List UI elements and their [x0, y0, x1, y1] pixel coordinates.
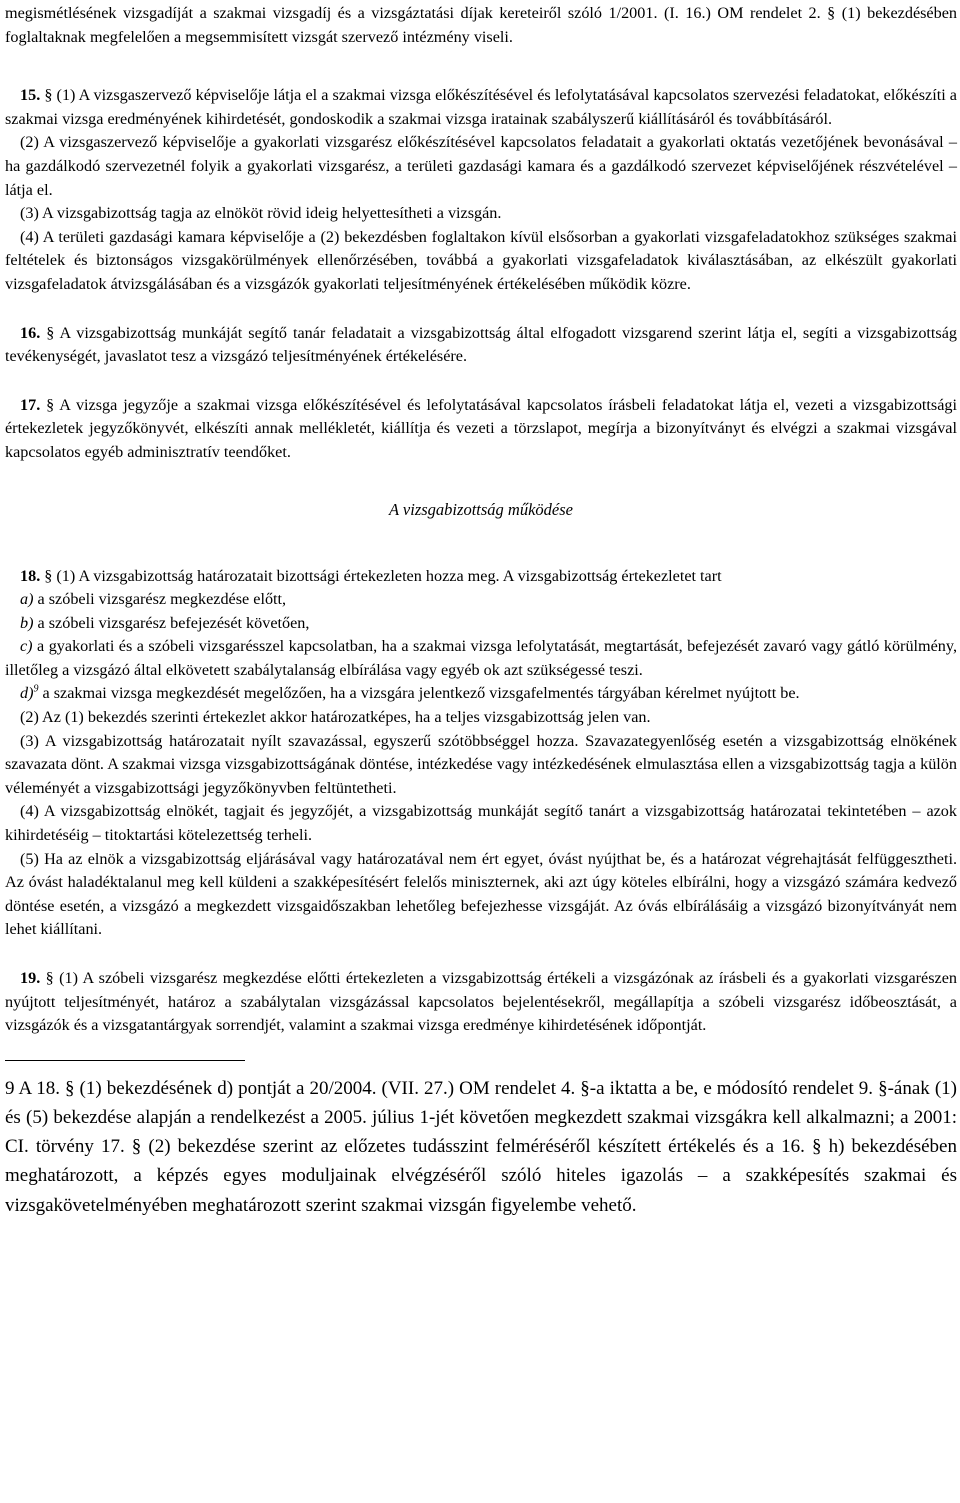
section-18-item-c: [5, 635, 957, 682]
footnote-text: 9 A 18. § (1) bekezdésének d) pontját a 20/2004. (VII. 27.) OM rendelet 4. §-a iktatta a be, e módosító rendelet 9. §-ának (1) és (5) bekezdése alapján a rendelkezést a 2005. július 1-jét követően megkezdett szakmai vizsgákra kell alkalmazni; a 2001: CI. törvény 17. § (2) bekezdése szerint az előzetes tudásszint felméréséről készített értékelés és a 16. § h) bekezdésében meghatározott, a képzés egyes moduljainak elvégzéséről szóló hiteles igazolás – a szakképesítés szakmai és vizsgakövetelményében meghatározott szerint szakmai vizsgán figyelembe vehető.: [5, 1077, 957, 1216]
item-c-label: c): [20, 637, 33, 656]
item-a-text: a szóbeli vizsgarész megkezdése előtt,: [33, 590, 287, 609]
section-19-paragraph: [5, 967, 957, 1038]
section-18-paragraph-3: (3) A vizsgabizottság határozatait nyílt szavazással, egyszerű szótöbbséggel hozza. Szavazategyenlőség esetén a vizsgabizottság elnökének szavazata dönt. A szakmai vizsga vizsgabizottságának döntése, intézkedése vagy intézkedésének elmulasztása ellen a vizsgabizottság tagja a külön véleményét a vizsgabizottsági jegyzőkönyvben feltüntetheti.: [5, 731, 957, 797]
section-17-number: 17.: [20, 395, 41, 414]
item-b-text: a szóbeli vizsgarész befejezését követően,: [33, 613, 310, 632]
section-15-paragraph-2: (2) A vizsgaszervező képviselője a gyakorlati vizsgarész előkészítésével kapcsolatos feladatait a gyakorlati oktatás vezetőjének bevonásával – ha gazdálkodó szervezetnél folyik a gyakorlati vizsgarész, a területi gazdasági kamara és a gazdálkodó szervezet képviselőjének részvételével – látja el.: [5, 133, 957, 199]
footnote-reference[interactable]: 9: [33, 684, 39, 696]
section-16-number: 16.: [20, 323, 41, 342]
section-18-item-b: [5, 612, 957, 636]
section-18-text-1: § (1) A vizsgabizottság határozatait bizottsági értekezleten hozza meg. A vizsgabizottság értekezletet tart: [40, 566, 722, 585]
section-15-paragraph-3: (3) A vizsgabizottság tagja az elnököt rövid ideig helyettesítheti a vizsgán.: [20, 204, 502, 223]
section-15-paragraph-4: (4) A területi gazdasági kamara képviselője a (2) bekezdésben foglaltakon kívül elsősorban a gyakorlati vizsgafeladatokhoz szükséges szakmai feltételek és biztonságos vizsgakörülmények ellenőrzésében, továbbá a gyakorlati vizsgafeladatok kiválasztásában, az elkészült gyakorlati vizsgafeladatok átvizsgálásában és a vizsgázók gyakorlati teljesítményének értékelésében működik közre.: [5, 227, 957, 293]
section-19-text: § (1) A szóbeli vizsgarész megkezdése előtti értekezleten a vizsgabizottság értékeli a vizsgázónak az írásbeli és a gyakorlati vizsgarészen nyújtott teljesítményét, határoz a szabálytalan vizsgázással kapcsolatos bejelentésekről, megállapítja a szóbeli vizsgarész időbeosztását, a vizsgázók és a vizsgatantárgyak sorrendjét, valamint a szakmai vizsga eredménye kihirdetésének időpontját.: [5, 969, 957, 1035]
section-18-paragraph-1: [5, 565, 957, 589]
item-a-label: a): [20, 590, 34, 609]
section-17-text: § A vizsga jegyzője a szakmai vizsga előkészítésével és lefolytatásával kapcsolatos írásbeli feladatokat látja el, vezeti a vizsgabizottsági értekezletek jegyzőkönyvét, elkészíti annak mellékletét, kiállítja és vezeti a törzslapot, megírja a bizonyítványt és elvégzi a szakmai vizsgával kapcsolatos egyéb adminisztratív teendőket.: [5, 395, 957, 461]
section-16-text: § A vizsgabizottság munkáját segítő tanár feladatait a vizsgabizottság által elfogadott vizsgarend szerint látja el, segíti a vizsgabizottság tevékenységét, javaslatot tesz a vizsgázó teljesítményének értékelésére.: [5, 323, 957, 366]
section-15-number: 15.: [20, 86, 41, 105]
section-15-paragraph-1: [5, 84, 957, 131]
section-15-text-1: § (1) A vizsgaszervező képviselője látja el a szakmai vizsga előkészítésével és lefolytatásával kapcsolatos szervezési feladatokat, előkészíti a szakmai vizsga eredményének kihirdetését, gondoskodik a szakmai vizsga iratainak szabályszerű kiállításáról és továbbításáról.: [5, 86, 957, 128]
section-heading: A vizsgabizottság működése: [389, 499, 573, 519]
item-c-text: a gyakorlati és a szóbeli vizsgarésszel kapcsolatban, ha a szakmai vizsga lefolytatását, megtartását, befejezését zavaró vagy gátló körülmény, illetőleg a vizsgázó által elkövetett szabálytalanság elbírálása vagy egyéb ok azt szükségessé teszi.: [5, 637, 957, 679]
intro-paragraph: megismétlésének vizsgadíját a szakmai vizsgadíj és a vizsgáztatási díjak kereteiről szóló 1/2001. (I. 16.) OM rendelet 2. § (1) bekezdésében foglaltaknak megfelelően a megsemmisített vizsgát szervező intézmény viseli.: [5, 4, 957, 46]
section-18-item-a: [5, 588, 957, 612]
section-18-paragraph-5: (5) Ha az elnök a vizsgabizottság eljárásával vagy határozatával nem ért egyet, óvást nyújthat be, és a határozat végrehajtását felfüggesztheti. Az óvást haladéktalanul meg kell küldeni a szakképesítésért felelős miniszternek, aki azt úgy köteles elbírálni, hogy a vizsgázó számára kedvező döntése esetén, a vizsgázó a megkezdett vizsgaidőszakban lehetőleg befejezhesse vizsgáját. Az óvás elbírálásáig a vizsgázó bizonyítványát nem lehet kiállítani.: [5, 849, 957, 939]
section-18-item-d: [5, 682, 957, 706]
footnote-divider: [5, 1060, 245, 1061]
document-page: [5, 0, 957, 1220]
section-16-paragraph: [5, 322, 957, 369]
section-17-paragraph: [5, 394, 957, 465]
section-19-number: 19.: [20, 969, 41, 987]
item-d-label: d): [20, 684, 34, 703]
section-18-paragraph-4: (4) A vizsgabizottság elnökét, tagjait és jegyzőjét, a vizsgabizottság munkáját segítő tanárt a vizsgabizottság határozatai tekintetében – azok kihirdetéséig – titoktartási kötelezettség terheli.: [5, 802, 957, 845]
section-18-paragraph-2: (2) Az (1) bekezdés szerinti értekezlet akkor határozatképes, ha a teljes vizsgabizottság jelen van.: [20, 708, 651, 727]
item-d-text: a szakmai vizsga megkezdését megelőzően, ha a vizsgára jelentkező vizsgafelmentés tárgyában kérelmet nyújtott be.: [38, 684, 800, 703]
section-18-number: 18.: [20, 566, 41, 585]
item-b-label: b): [20, 613, 34, 632]
